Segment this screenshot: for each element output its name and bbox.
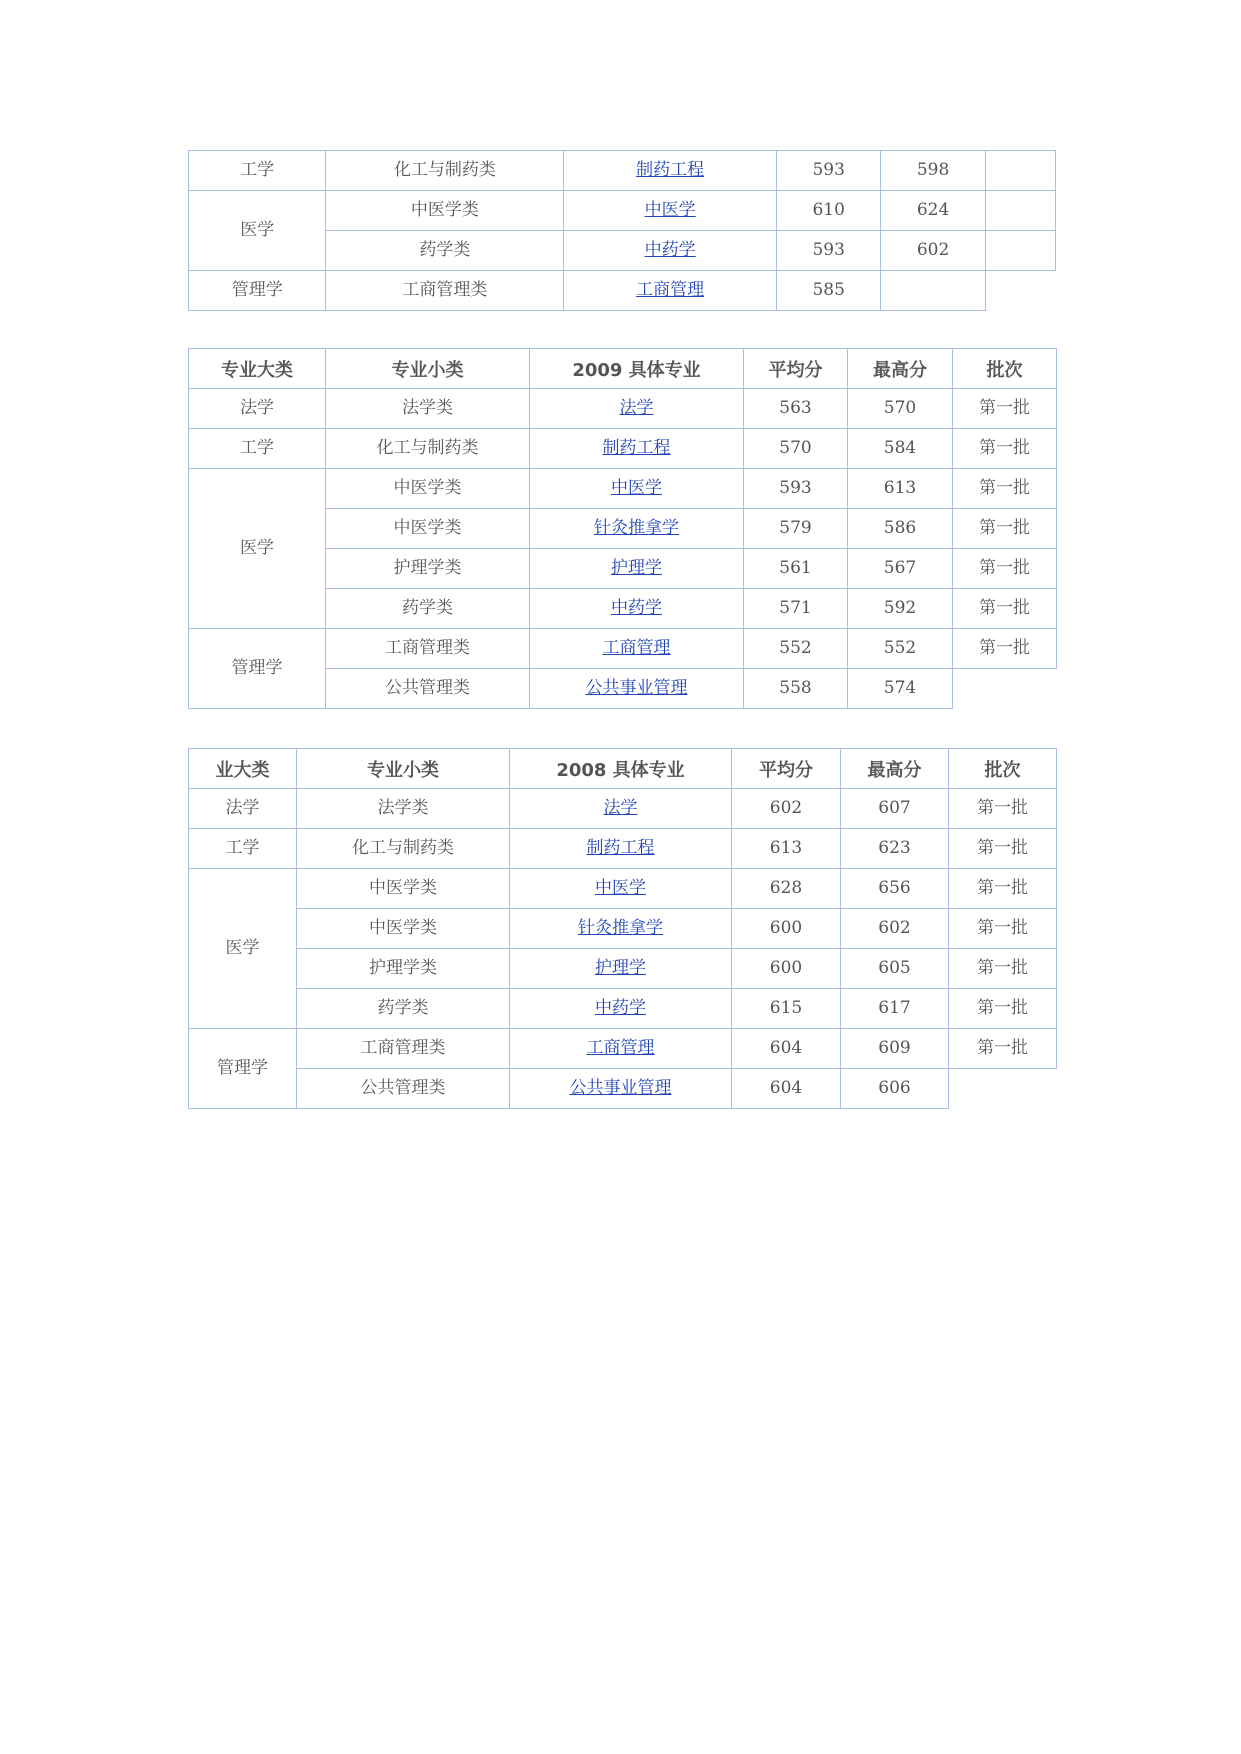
sub-class-cell: 中医学类	[297, 869, 510, 909]
specialty-cell	[530, 549, 744, 589]
avg-score-cell: 628	[732, 869, 841, 909]
max-score-cell: 624	[881, 191, 985, 231]
specialty-link[interactable]: 制药工程	[586, 838, 655, 858]
avg-score-cell: 571	[744, 589, 848, 629]
specialty-link[interactable]: 制药工程	[602, 438, 671, 458]
major-class-cell: 医学	[189, 191, 326, 271]
table-row	[189, 829, 1057, 869]
header-batch: 批次	[953, 349, 1057, 389]
specialty-link[interactable]: 公共事业管理	[569, 1078, 672, 1098]
max-score-cell: 623	[841, 829, 949, 869]
avg-score-cell: 600	[732, 949, 841, 989]
avg-score-cell: 600	[732, 909, 841, 949]
sub-class-cell: 药学类	[297, 989, 510, 1029]
max-score-cell: 574	[848, 669, 953, 709]
specialty-cell	[530, 429, 744, 469]
sub-class-cell: 中医学类	[297, 909, 510, 949]
major-class-cell: 法学	[189, 789, 297, 829]
max-score-cell: 586	[848, 509, 953, 549]
header-row	[189, 349, 1057, 389]
major-class-cell: 管理学	[189, 271, 326, 311]
max-score-cell: 606	[841, 1069, 949, 1109]
sub-class-cell: 中医学类	[326, 191, 564, 231]
table-row	[189, 909, 1057, 949]
batch-cell: 第一批	[949, 949, 1057, 989]
specialty-link[interactable]: 法学	[619, 398, 654, 418]
avg-score-cell: 613	[732, 829, 841, 869]
header-max-score: 最高分	[848, 349, 953, 389]
specialty-cell	[510, 789, 732, 829]
header-batch: 批次	[949, 749, 1057, 789]
avg-score-cell: 593	[744, 469, 848, 509]
specialty-cell	[510, 989, 732, 1029]
table-row	[189, 271, 1056, 311]
max-score-cell: 570	[848, 389, 953, 429]
max-score-cell: 552	[848, 629, 953, 669]
max-score-cell	[881, 271, 985, 311]
empty-cell	[949, 1069, 1057, 1109]
batch-cell: 第一批	[953, 509, 1057, 549]
sub-class-cell: 化工与制药类	[297, 829, 510, 869]
avg-score-cell: 552	[744, 629, 848, 669]
specialty-link[interactable]: 公共事业管理	[585, 678, 688, 698]
major-class-cell: 工学	[189, 829, 297, 869]
max-score-cell: 598	[881, 151, 985, 191]
specialty-link[interactable]: 中药学	[595, 998, 646, 1018]
max-score-cell: 592	[848, 589, 953, 629]
major-class-cell: 工学	[189, 151, 326, 191]
batch-cell: 第一批	[953, 589, 1057, 629]
specialty-cell	[564, 231, 777, 271]
batch-cell	[985, 151, 1055, 191]
avg-score-cell: 604	[732, 1069, 841, 1109]
empty-cell	[985, 271, 1055, 311]
batch-cell: 第一批	[949, 1029, 1057, 1069]
specialty-cell	[530, 589, 744, 629]
sub-class-cell: 公共管理类	[297, 1069, 510, 1109]
table-row	[189, 469, 1057, 509]
batch-cell: 第一批	[949, 989, 1057, 1029]
specialty-cell	[510, 909, 732, 949]
avg-score-cell: 563	[744, 389, 848, 429]
specialty-cell	[510, 949, 732, 989]
batch-cell: 第一批	[953, 469, 1057, 509]
max-score-cell: 602	[881, 231, 985, 271]
major-class-cell: 管理学	[189, 629, 326, 709]
empty-cell	[953, 669, 1057, 709]
sub-class-cell: 护理学类	[326, 549, 530, 589]
admission-scores-table-2008	[188, 748, 1057, 1109]
avg-score-cell: 579	[744, 509, 848, 549]
specialty-link[interactable]: 工商管理	[602, 638, 671, 658]
table-row	[189, 1069, 1057, 1109]
major-class-cell: 工学	[189, 429, 326, 469]
header-specialty: 2009 具体专业	[530, 349, 744, 389]
major-class-cell: 管理学	[189, 1029, 297, 1109]
header-row	[189, 749, 1057, 789]
batch-cell	[985, 191, 1055, 231]
table-row	[189, 989, 1057, 1029]
specialty-link[interactable]: 中医学	[644, 200, 696, 220]
avg-score-cell: 602	[732, 789, 841, 829]
specialty-link[interactable]: 中医学	[595, 878, 646, 898]
major-class-cell: 法学	[189, 389, 326, 429]
max-score-cell: 617	[841, 989, 949, 1029]
avg-score-cell: 615	[732, 989, 841, 1029]
specialty-link[interactable]: 中药学	[644, 240, 696, 260]
specialty-link[interactable]: 制药工程	[636, 160, 705, 180]
sub-class-cell: 化工与制药类	[326, 429, 530, 469]
specialty-cell	[530, 629, 744, 669]
table-row	[189, 789, 1057, 829]
sub-class-cell: 化工与制药类	[326, 151, 564, 191]
specialty-link[interactable]: 针灸推拿学	[578, 918, 663, 938]
specialty-link[interactable]: 针灸推拿学	[594, 518, 679, 538]
specialty-cell	[510, 1029, 732, 1069]
max-score-cell: 584	[848, 429, 953, 469]
specialty-link[interactable]: 工商管理	[586, 1038, 655, 1058]
sub-class-cell: 中医学类	[326, 469, 530, 509]
table-row	[189, 1029, 1057, 1069]
specialty-cell	[530, 509, 744, 549]
batch-cell: 第一批	[949, 869, 1057, 909]
sub-class-cell: 工商管理类	[326, 629, 530, 669]
batch-cell: 第一批	[953, 389, 1057, 429]
major-class-cell: 医学	[189, 469, 326, 629]
avg-score-cell: 570	[744, 429, 848, 469]
table-row	[189, 191, 1056, 231]
max-score-cell: 602	[841, 909, 949, 949]
specialty-cell	[510, 829, 732, 869]
avg-score-cell: 610	[777, 191, 881, 231]
batch-cell	[985, 231, 1055, 271]
batch-cell: 第一批	[953, 629, 1057, 669]
specialty-cell	[510, 869, 732, 909]
header-specialty: 2008 具体专业	[510, 749, 732, 789]
specialty-cell	[510, 1069, 732, 1109]
specialty-cell	[530, 669, 744, 709]
specialty-cell	[564, 151, 777, 191]
batch-cell: 第一批	[949, 829, 1057, 869]
max-score-cell: 605	[841, 949, 949, 989]
max-score-cell: 613	[848, 469, 953, 509]
avg-score-cell: 604	[732, 1029, 841, 1069]
specialty-cell	[564, 271, 777, 311]
admission-scores-table-2009	[188, 348, 1057, 709]
header-avg-score: 平均分	[732, 749, 841, 789]
sub-class-cell: 公共管理类	[326, 669, 530, 709]
specialty-cell	[530, 469, 744, 509]
sub-class-cell: 法学类	[297, 789, 510, 829]
batch-cell: 第一批	[953, 429, 1057, 469]
header-sub-class: 专业小类	[326, 349, 530, 389]
sub-class-cell: 工商管理类	[326, 271, 564, 311]
header-avg-score: 平均分	[744, 349, 848, 389]
specialty-link[interactable]: 护理学	[611, 558, 662, 578]
header-max-score: 最高分	[841, 749, 949, 789]
avg-score-cell: 561	[744, 549, 848, 589]
avg-score-cell: 585	[777, 271, 881, 311]
table-row	[189, 949, 1057, 989]
specialty-cell	[564, 191, 777, 231]
table-row	[189, 151, 1056, 191]
avg-score-cell: 593	[777, 231, 881, 271]
max-score-cell: 656	[841, 869, 949, 909]
specialty-link[interactable]: 工商管理	[636, 280, 705, 300]
table-row	[189, 389, 1057, 429]
sub-class-cell: 工商管理类	[297, 1029, 510, 1069]
specialty-cell	[530, 389, 744, 429]
sub-class-cell: 中医学类	[326, 509, 530, 549]
sub-class-cell: 药学类	[326, 231, 564, 271]
avg-score-cell: 593	[777, 151, 881, 191]
admission-scores-table-continued	[188, 150, 1056, 311]
avg-score-cell: 558	[744, 669, 848, 709]
specialty-link[interactable]: 中药学	[611, 598, 662, 618]
sub-class-cell: 药学类	[326, 589, 530, 629]
max-score-cell: 607	[841, 789, 949, 829]
batch-cell: 第一批	[949, 909, 1057, 949]
sub-class-cell: 法学类	[326, 389, 530, 429]
header-major-class: 业大类	[189, 749, 297, 789]
header-major-class: 专业大类	[189, 349, 326, 389]
max-score-cell: 567	[848, 549, 953, 589]
table-row	[189, 429, 1057, 469]
max-score-cell: 609	[841, 1029, 949, 1069]
header-sub-class: 专业小类	[297, 749, 510, 789]
table-row	[189, 869, 1057, 909]
major-class-cell: 医学	[189, 869, 297, 1029]
specialty-link[interactable]: 法学	[603, 798, 638, 818]
specialty-link[interactable]: 中医学	[611, 478, 662, 498]
sub-class-cell: 护理学类	[297, 949, 510, 989]
table-row	[189, 629, 1057, 669]
batch-cell: 第一批	[949, 789, 1057, 829]
specialty-link[interactable]: 护理学	[595, 958, 646, 978]
batch-cell: 第一批	[953, 549, 1057, 589]
